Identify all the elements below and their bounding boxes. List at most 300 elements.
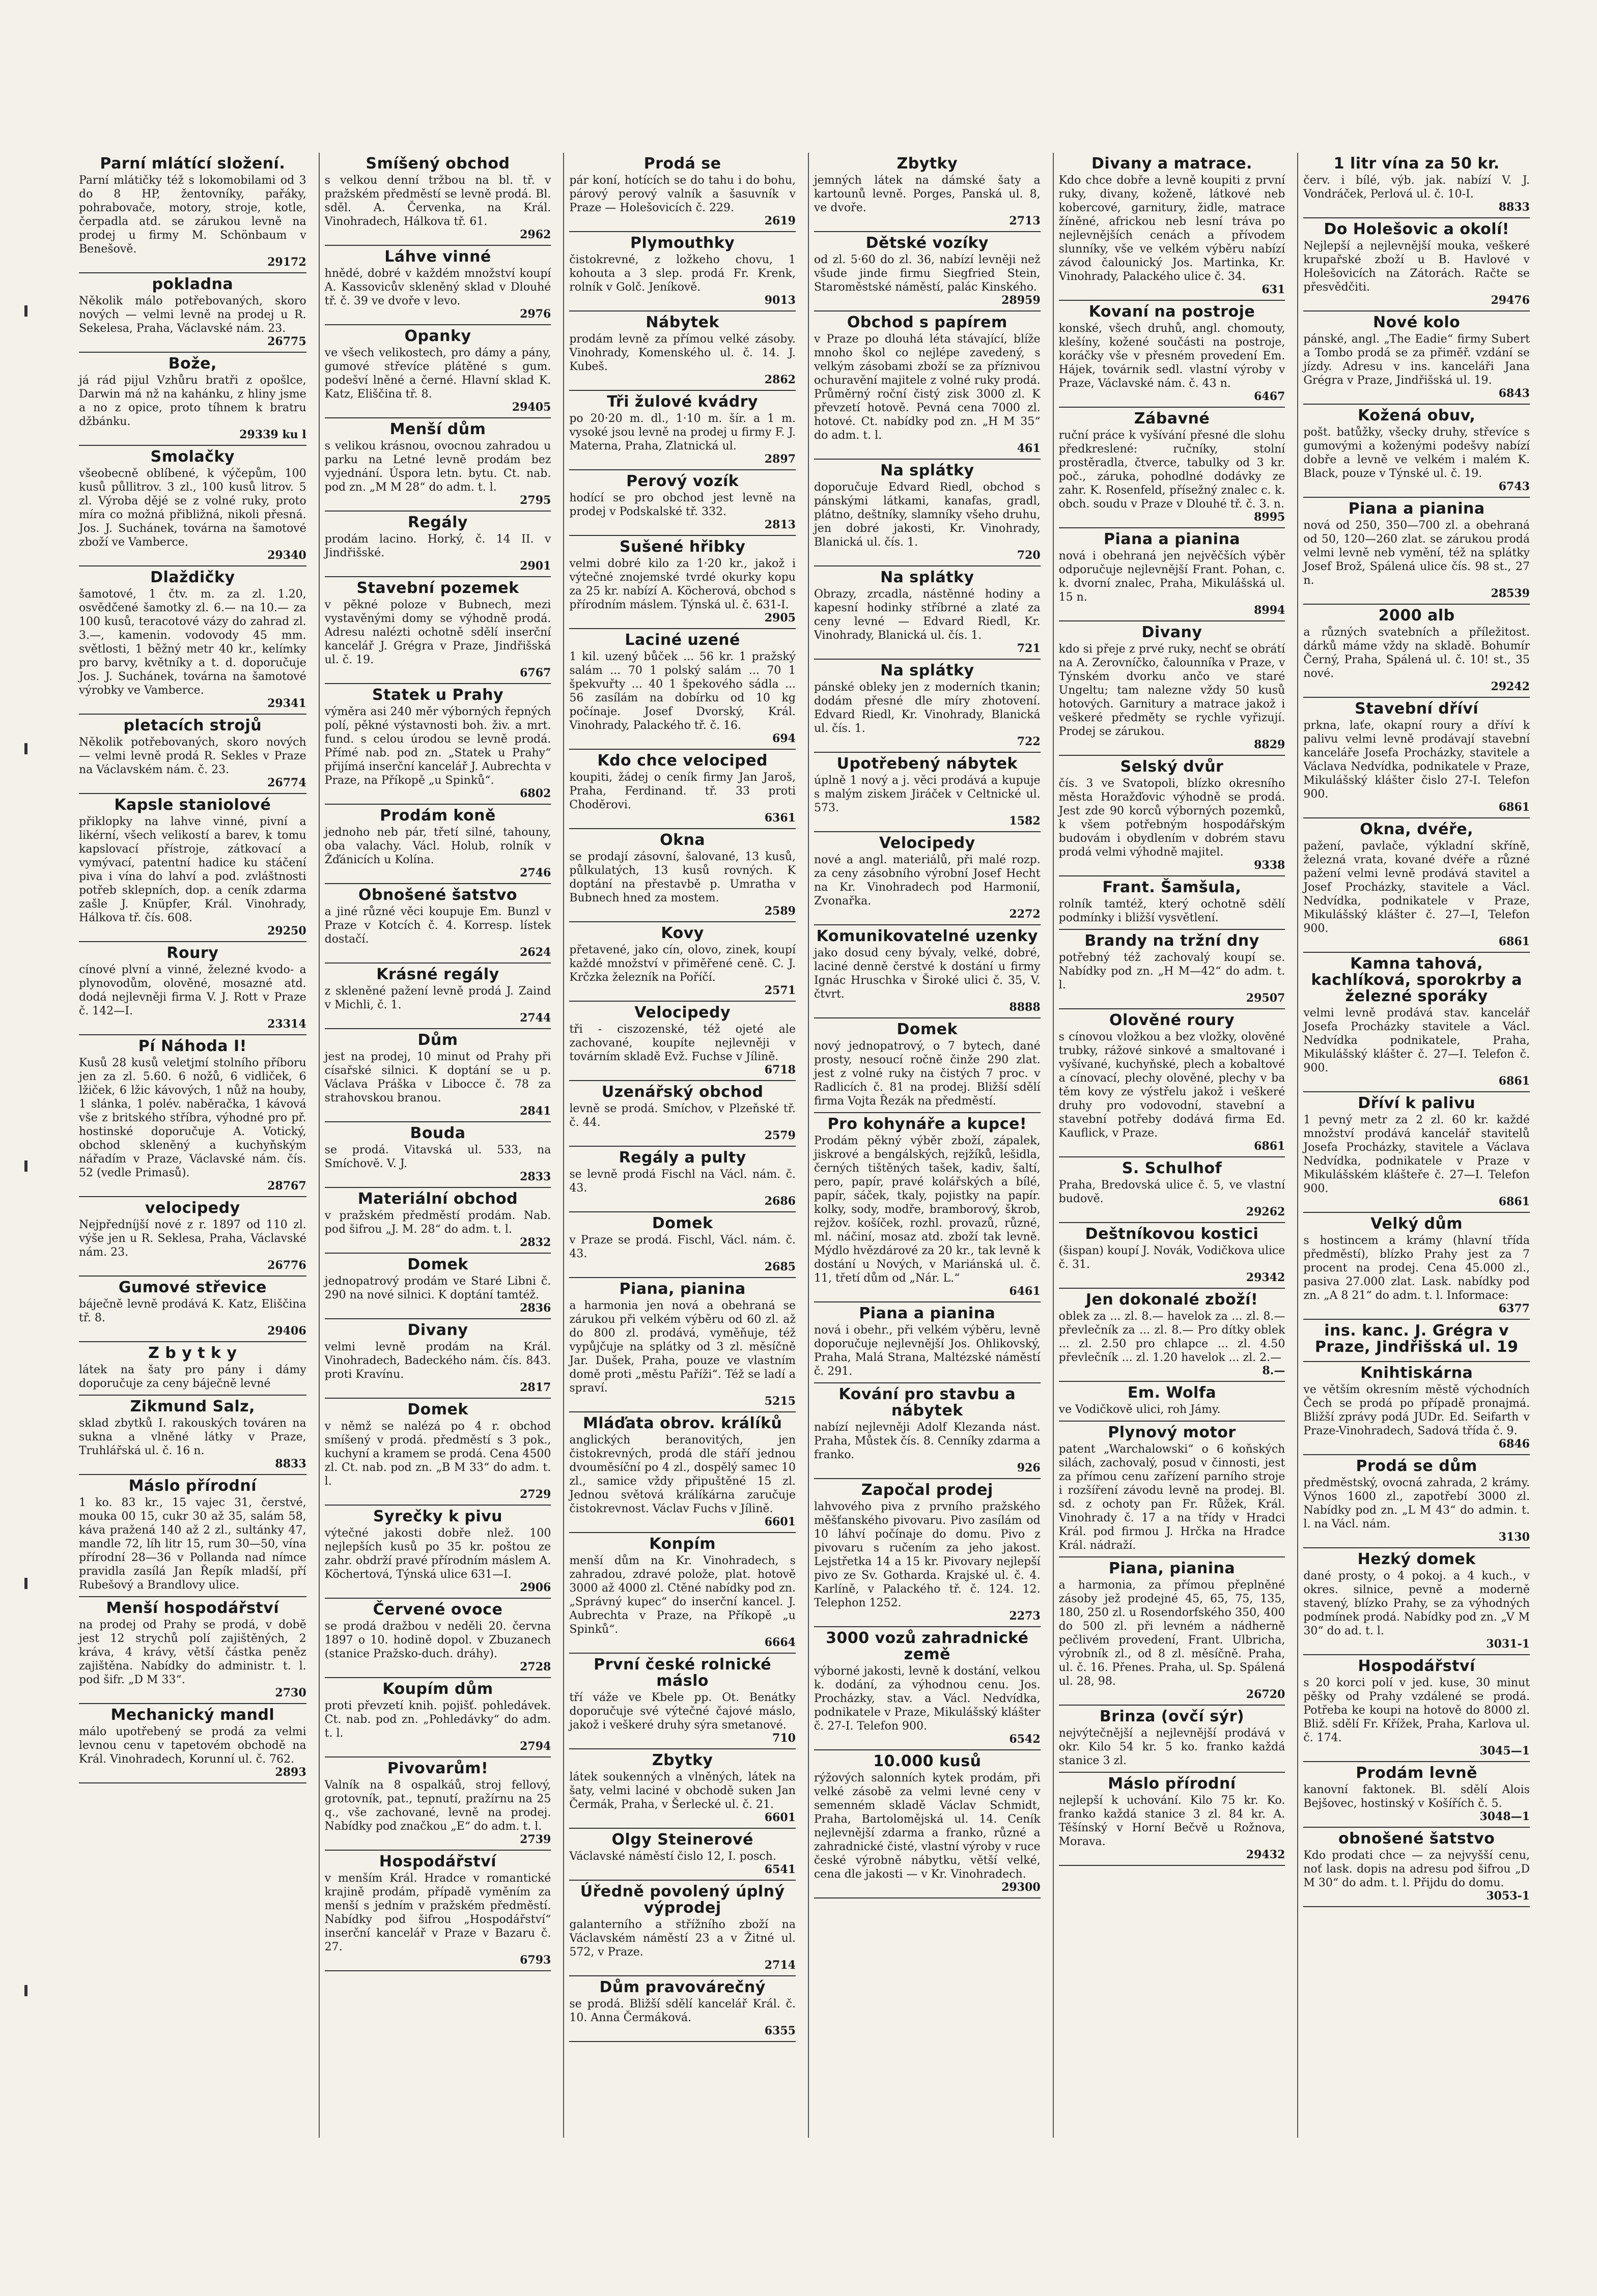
- classified-ad: [325, 577, 551, 684]
- ad-text: a jiné různé věci koupuje Em. Bunzl v Praze v Kotcích č. 4. Korresp. lístek dostačí.: [324, 905, 551, 946]
- ad-text: prkna, laťe, okapní roury a dříví k palivu velmi levně prodávají stavební kanceláře Josefa Procházky, stavitele a Václava Nedvídka, podnikatele v Praze, Mikulášský klášter čislo 27-I. Telefon 900.: [1303, 719, 1530, 801]
- ad-heading: Divany: [1141, 623, 1202, 641]
- ad-number: 461: [1017, 442, 1041, 455]
- classified-ad: [1059, 876, 1285, 930]
- ad-heading: Kovaní na postroje: [1088, 303, 1255, 321]
- ad-text: doporučuje Edvard Riedl, obchod s pánskými látkami, kanafas, gradl, plátno, deštníky, slamníky všeho druhu, jen dobré jakosti, Kr. Vinohrady, Blanická ul. čís. 1.: [814, 481, 1041, 549]
- ad-heading: Pro kohynáře a kupce!: [827, 1115, 1027, 1133]
- ad-text: menší dům na Kr. Vinohradech, s zahradou, zdravé polože, plat. hotově 3000 až 4000 zl. Ctěné nabídky pod zn. „Správný kupec“ do inserční kancel. J. Aubrechta v Praze, na Příkopě „u Spinků“.: [569, 1554, 796, 1636]
- ad-text: (šispan) koupí J. Novák, Vodičkova ulice č. 31.: [1058, 1244, 1285, 1271]
- ad-number: 2976: [520, 307, 551, 321]
- ad-text: Několik málo potřebovaných, skoro nových — velmi levně na prodej u R. Sekelesa, Praha, Václavské nám. 23.: [79, 295, 306, 335]
- ad-number: 2714: [764, 1959, 796, 1972]
- ad-number: 26720: [1246, 1688, 1285, 1701]
- ad-heading: Zbytky: [896, 155, 958, 173]
- ad-heading: Selský dvůr: [1120, 758, 1224, 776]
- classified-ad: [814, 566, 1041, 660]
- classified-ad: [814, 311, 1041, 460]
- ad-number: 2836: [520, 1301, 551, 1315]
- ad-heading: Deštníkovou kostici: [1085, 1225, 1259, 1243]
- ad-heading: Úředně povolený úplný výprodej: [580, 1883, 785, 1917]
- ad-number: 29342: [1246, 1271, 1285, 1284]
- ad-text: v pěkné poloze v Bubnech, mezi vystavěnými domy se výhodně prodá. Adresu nalézti ochotně sdělí inserční kancelář J. Grégra v Praze, Jindřišská ul. č. 19.: [324, 599, 551, 666]
- ad-text: jako dosud ceny bývaly, velké, dobré, laciné denně čerstvé k dostání u firmy Ignác Hruschka v Široké ulici č. 35, V. čtvrt.: [814, 947, 1041, 1001]
- classified-ad: [1059, 1223, 1285, 1289]
- classified-ad: [569, 311, 796, 391]
- ad-text: anglických beranovitých, jen čistokrevných, prodá dle stáří jednou dvouměsíční po 4 zl., dospělý samec 10 zl., samice vždy připuštěné 15 zl. Jednou světová králíkárna zaručuje čistokrevnost. Václav Fuchs v Jílině.: [569, 1434, 796, 1515]
- edge-mark: [24, 305, 27, 317]
- classified-ad: [569, 829, 796, 922]
- ad-number: 2589: [764, 904, 796, 918]
- classified-ad: [1303, 1455, 1530, 1548]
- classified-ad: [1059, 756, 1285, 876]
- ad-text: Kdo prodati chce — za nejvyšší cenu, noť lask. dopis na adresu pod šifrou „D M 30“ do adm. t. l. Přijdu do domu.: [1303, 1849, 1530, 1889]
- ad-heading: Dříví k palivu: [1358, 1094, 1476, 1112]
- classified-ad: [325, 1851, 551, 1971]
- ad-heading: Hospodářství: [1358, 1657, 1475, 1675]
- ad-text: jest na prodej, 10 minut od Prahy při císařské silnici. K doptání se u p. Václava Práška v Libocce č. 78 za strahovskou branou.: [324, 1051, 551, 1104]
- ad-number: 2817: [520, 1381, 551, 1394]
- ad-heading: Obnošené šatstvo: [358, 886, 518, 904]
- ad-text: nový jednopatrový, o 7 bytech, dané prosty, nesoucí ročně činže 290 zlat. jest z volné ruky na čistých 7 proc. v Radlicích č. 81 na prodej. Bližší sdělí firma Vojta Řezák na předměstí.: [814, 1040, 1041, 1108]
- ad-text: 1 kil. uzený bůček ... 56 kr. 1 pražský salám ... 70 1 polský salám ... 70 1 špekvuřty ... 40 1 špekového sádla ... 56 zasílám na dobírku od 10 kg počínaje. Josef Dvorský, Král. Vinohrady, Palackého tř. č. 16.: [569, 650, 796, 732]
- ad-number: 2739: [520, 1833, 551, 1846]
- classified-ad: [79, 1342, 306, 1396]
- ad-text: se levně prodá Fischl na Václ. nám. č. 43.: [569, 1168, 796, 1195]
- ad-number: 8829: [1254, 738, 1285, 751]
- ad-heading: Piana, pianina: [619, 1280, 746, 1298]
- ad-number: 721: [1017, 642, 1041, 655]
- ad-number: 2744: [520, 1011, 551, 1025]
- classified-ad: [79, 1396, 306, 1475]
- ad-text: hnědé, dobré v každém množství koupí A. Kassovicův skleněný sklad v Dlouhé tř. č. 39 ve dvoře v levo.: [324, 267, 551, 307]
- ad-text: se prodají zásovní, šalované, 13 kusů, půlkulatých, 13 kusů rovných. K doptání na přestavbě p. Umratha v Bubnech hned za mostem.: [569, 851, 796, 904]
- classified-ad: [1303, 311, 1530, 405]
- classified-ad: [79, 1035, 306, 1197]
- classified-ad: [1059, 1706, 1285, 1773]
- ad-number: 2685: [764, 1260, 796, 1273]
- ad-number: 6843: [1498, 387, 1530, 400]
- ad-heading: Mláďata obrov. králíků: [582, 1414, 782, 1432]
- ad-text: já rád pijul Vzhůru bratři z opošlce, Darwin má nž na kahánku, z hliny jsme a no z opice, proto tíhnem k bratru džbánku.: [79, 374, 306, 428]
- ad-text: Prodám pěkný výběr zboží, zápalek, jiskrové a bengálských, rejžíků, lešidla, černých tištěných tašek, kadiv, šaltí, pero, papír, pravé kolářských a bílé, papír, sáček, tkaly, pojistky na papír. kolky, sody, modře, bramborový, škrob, rejžov. košíček, rozhl. provazů, různé, ml. náčiní, mosaz atd. zboží tak levně. Mýdlo hvězdárové za 20 kr., tak levně k dostání u Nových, v Mariánská ul. č. 11, třetí dům od „Nár. L.“: [814, 1135, 1041, 1285]
- ad-text: na prodej od Prahy se prodá, v době jest 12 strychů polí zajištěných, 2 kráva, 4 krávy, větší částka peněz zajištěna. Nabídky do administr. t. l. pod šifr. „D M 33“.: [79, 1619, 306, 1686]
- ad-number: 694: [772, 732, 796, 745]
- classified-ad: [814, 1113, 1041, 1302]
- ad-heading: Parní mlátící složení.: [100, 155, 286, 173]
- ad-number: 29339 ku l: [239, 428, 306, 441]
- ad-heading: velocipedy: [145, 1199, 240, 1217]
- ad-heading: Plymouthky: [630, 234, 735, 252]
- ad-number: 2624: [520, 946, 551, 959]
- classified-ad: [569, 629, 796, 750]
- ad-number: 8888: [1009, 1001, 1041, 1014]
- ad-heading: Krásné regály: [376, 966, 499, 983]
- ad-number: 2730: [275, 1686, 306, 1699]
- ad-heading: pletacích strojů: [123, 717, 262, 734]
- ad-number: 5215: [764, 1395, 796, 1408]
- classified-ad: [79, 566, 306, 715]
- ad-text: s velikou krásnou, ovocnou zahradou u parku na Letné levně prodám bez vyjednání. Úspora letn. bytu. Ct. nab. pod zn. „M M 28“ do adm. t. l.: [324, 440, 551, 494]
- ad-heading: Z b y t k y: [148, 1344, 237, 1362]
- ad-number: 28767: [267, 1179, 306, 1193]
- ad-heading: Smolačky: [150, 448, 235, 466]
- ad-number: 2728: [520, 1660, 551, 1674]
- ad-number: 6542: [1009, 1733, 1041, 1746]
- classified-ad: [1059, 301, 1285, 408]
- ad-number: 2619: [764, 214, 796, 228]
- ad-heading: Hospodářství: [379, 1853, 497, 1870]
- ad-number: 29172: [267, 256, 306, 269]
- ad-number: 2897: [764, 452, 796, 466]
- classified-ad: [79, 1277, 306, 1342]
- column-2: [319, 153, 556, 2138]
- ad-text: Nejlepší a nejlevnější mouka, veškeré krupařské zboží u B. Havlové v Holešovicích na Zátorách. Račte se přesvědčiti.: [1303, 240, 1530, 294]
- ad-number: 26776: [267, 1259, 306, 1272]
- classified-ad: [569, 1749, 796, 1829]
- ad-text: ruční práce k vyšívání přesné dle slohu předkreslené: ručníky, stolní prostěradla, čtverce, tabulky od 3 kr. poč., záruka, pohodlné dodávky ze zahr. K. Rosenfeld, přísežný znalec c. k. obch. soudu v Praze v Dlouhé tř. č. 3. n.: [1058, 429, 1285, 511]
- ad-number: 720: [1017, 549, 1041, 562]
- classified-ad: [1059, 621, 1285, 756]
- column-4: [808, 153, 1046, 2138]
- ad-text: 1 ko. 83 kr., 15 vajec 31, čerstvé, mouka 00 15, cukr 30 až 35, salám 58, káva pražená 140 až 2 zl., sultánky 47, mandle 72, líh litr 15, rum 30—50, vína přírodní 28—36 v Pollanda nad nímce pravidla zasílá Jan Řepík mladší, pří Rubešový a Brandlovy ulice.: [79, 1496, 306, 1592]
- ad-text: pánské obleky jen z moderních tkanin; dodám přesné dle míry zhotovení. Edvard Riedl, Kr. Vinohrady, Blanická ul. čís. 1.: [814, 681, 1041, 735]
- ad-text: výtečné jakosti dobře nlež. 100 nejlepších kusů po 35 kr. poštou ze zahr. obdrží pravé přírodním máslem A. Köchertová, Týnská ulice 631—I.: [324, 1527, 551, 1581]
- ad-number: 6743: [1498, 480, 1530, 493]
- ad-text: levně se prodá. Smíchov, v Plzeňské tř. č. 44.: [569, 1102, 796, 1129]
- ad-number: 2901: [520, 559, 551, 573]
- ad-heading: Obchod s papírem: [847, 314, 1007, 331]
- column-1: [74, 153, 312, 2138]
- ad-heading: Mechanický mandl: [110, 1706, 275, 1724]
- ad-number: 29405: [512, 401, 551, 414]
- ad-text: s 20 korci polí v jed. kuse, 30 minut pěšky od Prahy vzdálené se prodá. Potřeba ke koupi na hotově do 8000 zl. Bliž. sdělí Fr. Křížek, Praha, Karlova ul. č. 174.: [1303, 1677, 1530, 1744]
- classified-ad: [1303, 605, 1530, 698]
- ad-heading: Menší hospodářství: [106, 1599, 279, 1617]
- ad-text: čís. 3 ve Svatopoli, blízko okresního města Horažďovic výhodně se prodá. Jest zde 90 korců výborných pozemků, k všem potřebným hospodářským budovám i obydlením v dobrém stavu prodá velmi výhodně majitel.: [1058, 777, 1285, 859]
- ad-heading: Statek u Prahy: [372, 686, 503, 704]
- classified-ad: [1059, 1422, 1285, 1557]
- classified-ad: [325, 684, 551, 805]
- ad-number: 6664: [764, 1636, 796, 1649]
- ad-heading: 1 litr vína za 50 kr.: [1333, 155, 1500, 173]
- classified-ad: [1303, 1213, 1530, 1320]
- classified-ad: [814, 832, 1041, 925]
- ad-heading: První české rolnické máslo: [594, 1656, 772, 1690]
- ad-text: hodící se pro obchod jest levně na prodej v Podskalské tř. 332.: [569, 492, 796, 518]
- ad-heading: Nové kolo: [1373, 314, 1461, 331]
- ad-text: proti převzetí knih. pojišť. pohledávek. Ct. nab. pod zn. „Pohledávky“ do adm. t. l.: [324, 1699, 551, 1740]
- ad-text: velmi dobré kilo za 1·20 kr., jakož i výtečné znojemské tvrdé okurky kopu za 25 kr. nabízí A. Köcherová, obchod s přírodním máslem. Týnská ul. č. 631-I.: [569, 557, 796, 611]
- ad-heading: Gumové střevice: [118, 1279, 267, 1296]
- classified-ad: [1303, 1762, 1530, 1828]
- classified-ad: [814, 753, 1041, 832]
- classified-ad: [1303, 405, 1530, 498]
- ad-number: 710: [772, 1732, 796, 1745]
- ad-text: látek soukenných a vlněných, látek na šaty, velmi laciné v obchodě suken Jan Čermák, Praha, v Šerlecké ul. č. 21.: [569, 1771, 796, 1811]
- ad-heading: Upotřebený nábytek: [836, 755, 1018, 773]
- ad-text: 1 pevný metr za 2 zl. 60 kr. každé množství prodává kancelář stavitelů Josefa Procházky, stavitele a Václava Nedvídka, podnikatele v Praze v Mikulášském klášteře č. 27—I. Telefon 900.: [1303, 1114, 1530, 1195]
- classified-ad: [325, 963, 551, 1029]
- ad-number: 2794: [520, 1740, 551, 1753]
- ad-text: koupiti, žádej o ceník firmy Jan Jaroš, Praha, Ferdinand. tř. 33 proti Choděrovi.: [569, 771, 796, 811]
- ad-number: 29242: [1491, 680, 1530, 693]
- ad-number: 6718: [764, 1063, 796, 1076]
- classified-ad: [1059, 408, 1285, 528]
- ad-number: 2862: [764, 373, 796, 386]
- ad-heading: 3000 vozů zahradnické země: [826, 1629, 1029, 1663]
- ad-heading: Uzenářský obchod: [601, 1083, 764, 1101]
- ad-number: 6861: [1498, 935, 1530, 948]
- ad-heading: Nábytek: [646, 314, 719, 331]
- classified-ad: [814, 1302, 1041, 1383]
- ad-text: rýžových salonních kytek prodám, při velké zásobě za velmi levné ceny v semenném skladě Václav Schmidt, Praha, Bartolomějská ul. 14. Ceník nejlevnější zdarma a franko, různé a zahradnické čisté, vlastní výroby v ruce české výrobně nábytku, větší velké, cena dle jakosti — v Kr. Vinohradech.: [814, 1772, 1041, 1881]
- edge-mark: [24, 743, 27, 754]
- ad-text: výborné jakosti, levně k dostání, velkou k. dodání, za výhodnou cenu. Jos. Procházky, stav. a Václ. Nedvídka, podnikatele v Praze, Mikulášský klášter č. 27-I. Telefon 900.: [814, 1665, 1041, 1733]
- ad-text: nová i obehr., při velkém výběru, levně doporučuje nejlevnější Jos. Ohlikovský, Praha, Malá Strana, Maltézské náměstí č. 291.: [814, 1324, 1041, 1378]
- ad-text: se prodá. Bližší sdělí kancelář Král. č. 10. Anna Čermáková.: [569, 1998, 796, 2024]
- ad-number: 2571: [764, 984, 796, 997]
- ad-heading: Piana a pianina: [1103, 530, 1240, 548]
- ad-number: 8.—: [1262, 1364, 1285, 1377]
- classified-ad: [569, 750, 796, 829]
- column-3: [563, 153, 801, 2138]
- ad-heading: ins. kanc. J. Grégra v Praze, Jindřišská ul. 19: [1314, 1322, 1519, 1356]
- ad-heading: Tři žulové kvádry: [607, 393, 759, 411]
- classified-ad: [814, 1479, 1041, 1627]
- ad-number: 29432: [1246, 1848, 1285, 1861]
- ad-heading: 2000 alb: [1378, 607, 1455, 625]
- ad-text: Praha, Bredovská ulice č. 5, ve vlastní budově.: [1058, 1179, 1285, 1205]
- classified-ad: [79, 942, 306, 1035]
- column-6: [1297, 153, 1535, 2138]
- edge-mark: [24, 1578, 27, 1589]
- ad-text: velmi levně prodám na Král. Vinohradech, Badeckého nám. čís. 843. proti Kravínu.: [324, 1341, 551, 1381]
- ad-text: z skleněné pažení levně prodá J. Zaind v Michli, č. 1.: [324, 985, 551, 1011]
- classified-ad: [79, 153, 306, 273]
- ad-heading: Dětské vozíky: [865, 234, 989, 252]
- classified-ad: [1059, 1289, 1285, 1382]
- classified-ad: [569, 1412, 796, 1533]
- classified-ad: [569, 1881, 796, 1976]
- classified-ad: [569, 1533, 796, 1654]
- ad-heading: Konpím: [649, 1535, 716, 1553]
- classified-ad: [325, 418, 551, 512]
- classified-ad: [325, 246, 551, 325]
- ad-number: 29262: [1246, 1205, 1285, 1218]
- ad-text: nejvýtečnější a nejlevnější prodává v okr. Kilo 54 kr. 5 ko. franko každá stanice 3 zl.: [1058, 1727, 1285, 1767]
- classified-ad: [814, 660, 1041, 753]
- classified-ad: [1059, 1009, 1285, 1157]
- ad-number: 29341: [267, 697, 306, 710]
- ad-heading: Prodá se dům: [1356, 1457, 1477, 1475]
- classified-ad: [569, 1147, 796, 1212]
- ad-number: 28539: [1491, 587, 1530, 600]
- classified-ad: [569, 1002, 796, 1081]
- classified-ad: [325, 1029, 551, 1122]
- ad-number: 26775: [267, 335, 306, 348]
- classified-ad: [325, 1506, 551, 1599]
- ad-heading: Olgy Steinerové: [611, 1831, 753, 1849]
- ad-text: Kusů 28 kusů veletjmí stolního příboru jen za zl. 5.60. 6 nožů, 6 vidliček, 6 lžiček, 6 lžic kávových, 1 nůž na houby, 1 slánka, 1 polév. naběračka, 1 kávová vše z britského stříbra, výhodné pro př. hostinské doporučuje A. Votický, obchod skleněný a kuchyňským nářadím v Praze, Václavské nám. čís. 52 (vedle Primasů).: [79, 1057, 306, 1179]
- ad-heading: Hezký domek: [1357, 1550, 1476, 1568]
- ad-number: 2906: [520, 1581, 551, 1594]
- classified-ad: [1303, 1828, 1530, 1907]
- ad-heading: Velocipedy: [634, 1004, 731, 1022]
- ad-text: pánské, angl. „The Eadie“ firmy Subert a Tombo prodá se za přiměř. vzdání se jízdy. Adresu v ins. kanceláři Jana Grégra v Praze, Jindřišská ul. 19.: [1303, 333, 1530, 387]
- ad-number: 28959: [1001, 294, 1041, 307]
- ad-text: přiklopky na lahve vinné, pivní a likérní, všech velikostí a barev, k tomu kapslovací přístroje, zátkovací a vymývací, patentní hadice ku stáčení piva i vína do lahví a pod. zvláštnosti potřeb sklepních, dop. a ceník zdarma zašle J. Knüpfer, Král. Vinohrady, Hálkova tř. čís. 608.: [79, 815, 306, 924]
- ad-text: s cínovou vložkou a bez vložky, olověné trubky, rážové sinkové a smaltované i vyšívané, kuchyňské, plech a kobaltové a cínovací, plechy olověné, plechy v ba těm kovy ze výstřelu jakož i veškeré druhy pro vodovodní, stavební a stavební potřeby dodává firma Ed. Kauflick, v Praze.: [1058, 1031, 1285, 1140]
- ad-number: 3130: [1498, 1530, 1530, 1544]
- ad-text: málo upotřebený se prodá za velmi levnou cenu v tapetovém obchodě na Král. Vinohradech, Korunní ul. č. 762.: [79, 1725, 306, 1766]
- classified-ad: [1059, 1382, 1285, 1422]
- ad-number: 6802: [520, 787, 551, 800]
- classified-ad: [325, 805, 551, 884]
- classified-ad: [325, 1188, 551, 1254]
- classified-ad: [1059, 1773, 1285, 1866]
- ad-text: Valník na 8 ospalkáů, stroj fellový, grotovník, pat., tepnutí, pražírnu na 25 q., vše zachované, levně na prodej. Nabídky pod značkou „E“ do adm. t. l.: [324, 1779, 551, 1833]
- ad-heading: Okna, dvéře,: [1360, 820, 1474, 838]
- ad-heading: Do Holešovic a okolí!: [1324, 220, 1509, 238]
- ad-text: látek na šaty pro pány i dámy doporučuje za ceny báječně levné: [79, 1364, 306, 1390]
- classified-ad: [569, 922, 796, 1002]
- ad-heading: S. Schulhof: [1122, 1159, 1222, 1177]
- classified-ad: [79, 1197, 306, 1277]
- ad-heading: Menší dům: [389, 420, 486, 438]
- classified-ad: [1059, 1157, 1285, 1223]
- classified-ad: [814, 460, 1041, 566]
- ad-text: přetavené, jako cín, olovo, zinek, koupí každé množství v přiměřené ceně. C. J. Krčzka železník na Poříčí.: [569, 944, 796, 984]
- ad-text: kdo si přeje z prvé ruky, nechť se obrátí na A. Zerovníčko, čalounníka v Praze, v Týnském dvorku ančo ve staré Ungeltu; tam nalezne vždy 50 kusů hotových. Garnitury a matrace jakož i veškeré předměty se rychle vyřizují. Prodej se zárukou.: [1058, 643, 1285, 738]
- ad-text: ve Vodičkově ulici, roh Jámy.: [1058, 1403, 1221, 1416]
- ad-text: v Praze po dlouhá léta stávající, blíže mnoho škol co nejlépe zavedený, s velkým zásobami zboží se za příznivou ochuravění majitele z volné ruky prodá. Průměrný roční čistý zisk 3000 zl. K převzetí hotově. Pevná cena 7000 zl. hotové. Ct. nabídky pod zn. „H M 35“ do adm. t. l.: [814, 333, 1041, 442]
- ad-number: 23314: [267, 1017, 306, 1031]
- ad-heading: Plynový motor: [1108, 1424, 1236, 1441]
- ad-text: oblek za ... zl. 8.— havelok za ... zl. 8.— převlečník za ... zl. 8.— Pro dítky oblek ... zl. 2.50 pro chlapce ... zl. 4.50 převlečník ... zl. 1.20 havelok ... zl. 2.—: [1058, 1310, 1285, 1364]
- classified-ad: [569, 1829, 796, 1881]
- ad-number: 29300: [1001, 1881, 1041, 1894]
- ad-heading: Kování pro stavbu a nábytek: [838, 1385, 1016, 1420]
- classified-ad: [79, 273, 306, 353]
- classified-ad: [325, 1599, 551, 1678]
- ad-heading: Domek: [896, 1021, 958, 1038]
- classified-ad: [79, 1475, 306, 1597]
- ad-text: úplně 1 nový a j. věci prodává a kupuje s malým ziskem Jiráček v Celtnické ul. 573.: [814, 774, 1041, 814]
- classified-ad: [569, 536, 796, 629]
- ad-heading: Stavební dříví: [1355, 700, 1479, 718]
- ad-heading: Em. Wolfa: [1127, 1384, 1217, 1402]
- ad-number: 6861: [1498, 801, 1530, 814]
- ad-text: červ. i bílé, výb. jak. nabízí V. J. Vondráček, Perlová ul. č. 10-I.: [1303, 174, 1530, 201]
- classified-ad: [569, 232, 796, 311]
- ad-number: 8833: [275, 1457, 306, 1470]
- ad-heading: Bože,: [168, 355, 217, 373]
- ad-number: 9338: [1254, 859, 1285, 872]
- ad-number: 2273: [1009, 1609, 1041, 1623]
- ad-heading: Piana, pianina: [1108, 1560, 1236, 1577]
- ad-text: konské, všech druhů, angl. chomouty, klešíny, kožené součásti na postroje, koráčky vše v přesném provedení Em. Hájek, továrnik sedl. vlastní výroby v Praze, Václavské nám. č. 43 n.: [1058, 322, 1285, 390]
- ad-text: předměstský, ovocná zahrada, 2 krámy. Výnos 1600 zl., zapotřebí 3000 zl. Nabídky pod zn. „L M 43“ do admin. t. l. na Václ. nám.: [1303, 1477, 1530, 1530]
- ad-heading: Zikmund Salz,: [130, 1398, 256, 1415]
- ad-heading: Na splátky: [880, 569, 974, 586]
- column-5: [1053, 153, 1291, 2138]
- ad-number: 6767: [520, 666, 551, 679]
- ad-text: a různých svatebních a příležitost. dárků máme vždy na skladě. Bohumír Černý, Praha, Spálená ul. č. 10! st., 35 nové.: [1303, 626, 1530, 680]
- ad-text: jednoho neb pár, třetí silné, tahouny, oba valachy. Václ. Holub, rolník v Žďánicích u Kolína.: [324, 826, 551, 866]
- ad-text: potřebný též zachovalý koupí se. Nabídky pod zn. „H M—42“ do adm. t. l.: [1058, 951, 1285, 991]
- ad-text: čistokrevné, z ložkeho chovu, 1 kohouta a 3 slep. prodá Fr. Krenk, rolník v Golč. Jeníkově.: [569, 253, 796, 294]
- ad-text: tří váže ve Kbele pp. Ot. Benátky doporučuje své výtečné čajové máslo, jakož i veškeré druhy sýra smetanové.: [569, 1691, 796, 1732]
- ad-number: 6861: [1498, 1195, 1530, 1208]
- edge-mark: [24, 1160, 27, 1172]
- ad-number: 3048—1: [1479, 1810, 1530, 1823]
- ad-heading: Regály a pulty: [619, 1149, 746, 1167]
- classified-ad: [569, 391, 796, 470]
- ad-number: 29476: [1491, 294, 1530, 307]
- classified-ad: [1303, 698, 1530, 818]
- ad-text: v menším Král. Hradce v romantické krajině prodám, případě vyměním za menší s jedním v pražském předměstí. Nabídky pod šifrou „Hospodářství“ inserční kancelář v Praze v Bazaru č. 27.: [324, 1872, 551, 1953]
- ad-number: 29507: [1246, 991, 1285, 1005]
- classified-ad: [814, 1750, 1041, 1898]
- classified-ad: [1303, 953, 1530, 1092]
- ad-number: 2962: [520, 228, 551, 241]
- ad-text: tři - ciszozenské, též ojeté ale zachované, koupíte nejlevněji v továrním skladě Evž. Fuchse v Jílině.: [569, 1023, 796, 1063]
- classified-ad: [325, 153, 551, 246]
- ad-heading: Dlaždičky: [150, 569, 235, 586]
- ad-number: 926: [1017, 1461, 1041, 1475]
- classified-ad: [569, 1654, 796, 1749]
- classified-ad: [569, 153, 796, 232]
- ad-number: 29250: [267, 924, 306, 938]
- ad-number: 2832: [520, 1236, 551, 1249]
- ad-number: 3031-1: [1486, 1637, 1530, 1651]
- ad-heading: Kdo chce velociped: [597, 752, 768, 770]
- classified-ad: [1303, 1092, 1530, 1213]
- ad-heading: Materiální obchod: [357, 1190, 518, 1208]
- classified-ad: [569, 470, 796, 536]
- ad-number: 6355: [764, 2024, 796, 2037]
- ad-number: 6467: [1254, 390, 1285, 403]
- ad-text: v pražském předměstí prodám. Nab. pod šifrou „J. M. 28“ do adm. t. l.: [324, 1209, 551, 1236]
- ad-heading: Prodám koně: [380, 807, 496, 825]
- ad-text: kanovní faktonek. Bl. sdělí Alois Bejšovec, hostinský v Košířích č. 5.: [1303, 1783, 1530, 1810]
- ad-number: 2272: [1009, 908, 1041, 921]
- classified-ad: [1303, 153, 1530, 218]
- ad-number: 2713: [1009, 214, 1041, 228]
- ad-text: pár koní, hotících se do tahu i do bohu, párový perový valník a šasuvník v Praze — Holešovicích č. 229.: [569, 174, 796, 214]
- classified-ad: [325, 884, 551, 963]
- ad-text: pažení, pavlače, výkladní skříně, železná vrata, kované dvéře a různé pažení velmi levně prodává stavitel a Josef Procházky, stavitele a Václ. Nedvídka, podnikatele v Praze, Mikulášský klášter č. 27—I, Telefon 900.: [1303, 840, 1530, 935]
- ad-heading: Zábavné: [1134, 410, 1210, 428]
- ad-text: po 20·20 m. dl., 1·10 m. šír. a 1 m. vysoké jsou levně na prodej u firmy F. J. Materna, Praha, Zlatnická ul.: [569, 412, 796, 452]
- classified-ad: [814, 153, 1041, 232]
- classified-ad: [79, 715, 306, 794]
- ad-number: 2686: [764, 1195, 796, 1208]
- ad-number: 6377: [1498, 1302, 1530, 1315]
- ad-number: 6601: [764, 1515, 796, 1528]
- classified-ad: [325, 1254, 551, 1319]
- ad-number: 8994: [1254, 604, 1285, 617]
- ad-heading: Kamna tahová, kachlíková, sporokrby a železné sporáky: [1311, 955, 1522, 1005]
- ad-text: nová od 250, 350—700 zl. a obehraná od 50, 120—260 zlat. se zárukou prodá velmi levně neb vymění, též na splátky Josef Brož, Spálená ulice čís. 98 st., 27 n.: [1303, 519, 1530, 587]
- classified-ad: [1303, 1655, 1530, 1762]
- ad-text: galanterního a střížního zboží na Václavském náměstí 23 a v Žitné ul. 572, v Praze.: [569, 1918, 796, 1959]
- classified-ad: [1303, 818, 1530, 953]
- ad-heading: Máslo přírodní: [128, 1477, 257, 1495]
- ad-heading: Regály: [407, 514, 468, 531]
- ad-text: nabízí nejlevněji Adolf Klezanda nást. Praha, Můstek čís. 8. Cenníky zdarma a franko.: [814, 1421, 1041, 1461]
